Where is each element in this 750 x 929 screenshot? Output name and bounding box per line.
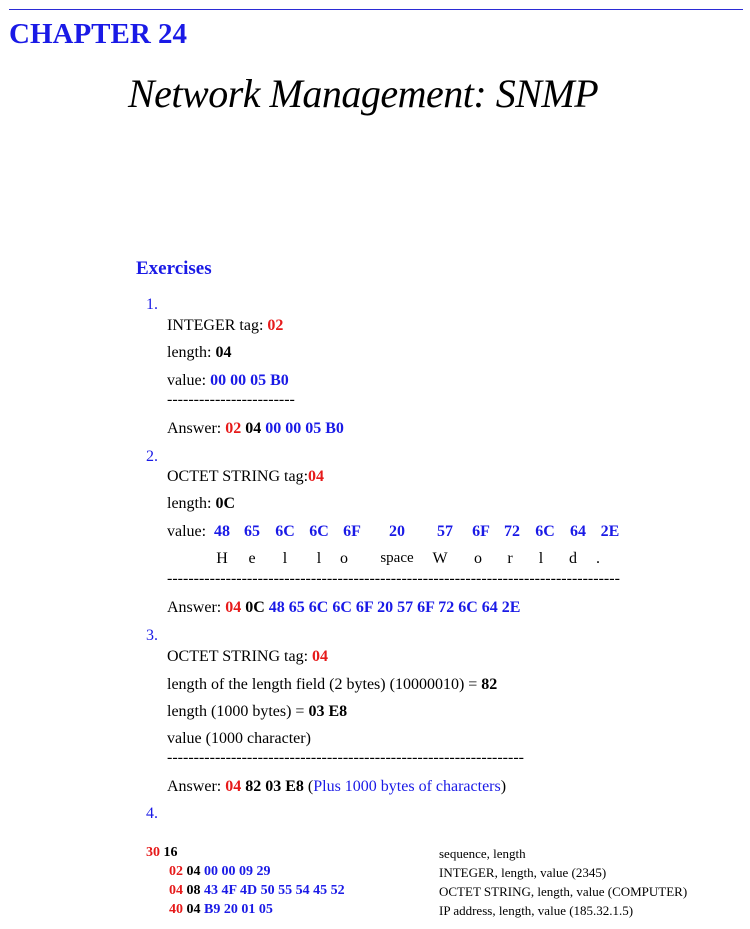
ex2-byte: 6F: [472, 523, 490, 540]
ex3-answer-label: Answer:: [167, 778, 226, 795]
ex2-byte: 20: [389, 523, 405, 540]
ex2-char: .: [596, 550, 600, 567]
ex2-char: l: [538, 550, 544, 567]
ex3-answer-open: (: [303, 778, 314, 795]
ex3-answer-note: Plus 1000 bytes of characters: [313, 778, 501, 795]
chapter-label: CHAPTER 24: [9, 18, 188, 50]
ex2-char: e: [248, 550, 256, 567]
ex1-length-line: [167, 344, 231, 362]
ex4-row-2-desc: OCTET STRING, length, value (COMPUTER): [439, 884, 688, 899]
ex2-char: o: [474, 550, 482, 567]
ex1-answer-line: [167, 420, 344, 438]
ex2-byte: 6C: [309, 523, 329, 540]
chapter-title: Network Management: SNMP: [128, 71, 599, 116]
ex4-row-2-tag: 04: [169, 883, 183, 898]
section-heading: Exercises: [136, 258, 212, 279]
ex2-char: W: [432, 550, 448, 567]
ex1-answer-length: 04: [245, 420, 262, 437]
ex4-row-0: [146, 845, 178, 861]
ex2-byte-row: [0, 523, 750, 545]
ex4-row-1-desc: INTEGER, length, value (2345): [439, 865, 607, 880]
ex2-char: o: [340, 550, 348, 567]
top-rule: [9, 9, 743, 10]
ex4-row-1-length: 04: [186, 864, 201, 879]
ex3-length-label: length (1000 bytes) =: [167, 703, 309, 720]
ex3-tag-label: OCTET STRING tag:: [167, 648, 313, 665]
ex1-length-value: 04: [215, 344, 232, 361]
ex3-length-value: 03 E8: [308, 703, 348, 720]
ex2-char: space: [380, 550, 414, 566]
ex2-byte: 6F: [343, 523, 361, 540]
ex4-row-3-value: B9 20 01 05: [204, 902, 273, 917]
ex4-row-0-desc: sequence, length: [439, 846, 526, 861]
ex2-byte: 65: [244, 523, 260, 540]
ex2-answer-label: Answer:: [167, 599, 226, 616]
ex2-length-label: length:: [167, 495, 216, 512]
ex2-answer-value: 48 65 6C 6C 6F 20 57 6F 72 6C 64 2E: [268, 599, 521, 616]
ex2-length-value: 0C: [215, 495, 235, 512]
ex2-tag-label: OCTET STRING tag:: [167, 468, 309, 485]
ex2-byte: 72: [504, 523, 520, 540]
ex3-tag-line: [167, 648, 328, 666]
ex4-row-0-tag: 30: [146, 845, 160, 860]
ex2-value-label: value:: [167, 523, 207, 540]
ex2-byte: 64: [570, 523, 586, 540]
ex2-byte: 2E: [600, 523, 620, 540]
ex2-length-line: [167, 495, 235, 513]
ex2-char: H: [216, 550, 228, 567]
ex3-answer-length: 82 03 E8: [245, 778, 304, 795]
ex4-row-2-value: 43 4F 4D 50 55 54 45 52: [204, 883, 345, 898]
ex4-row-0-length: 16: [163, 845, 178, 860]
exercise-1-number: 1.: [146, 296, 158, 313]
ex1-separator: ------------------------: [167, 391, 295, 408]
exercise-2-number: 2.: [146, 448, 158, 465]
ex2-answer-line: [167, 599, 520, 617]
ex3-value-line: value (1000 character): [167, 730, 311, 747]
ex2-byte: 6C: [275, 523, 295, 540]
ex2-answer-length: 0C: [245, 599, 265, 616]
ex2-char-row: [0, 550, 750, 572]
ex3-lenlen-value: 82: [481, 676, 498, 693]
ex2-byte: 57: [437, 523, 453, 540]
ex3-lenlen-label: length of the length field (2 bytes) (10000010) =: [167, 676, 482, 693]
ex2-tag-line: [167, 468, 324, 486]
ex4-row-1-value: 00 00 09 29: [204, 864, 271, 879]
ex3-answer-tag: 04: [225, 778, 242, 795]
ex1-value-bytes: 00 00 05 B0: [210, 372, 289, 389]
exercise-3-number: 3.: [146, 627, 158, 644]
ex3-answer-close: ): [500, 778, 507, 795]
ex4-row-2-length: 08: [186, 883, 201, 898]
ex3-length-line: [167, 703, 347, 721]
ex2-char: r: [507, 550, 513, 567]
ex2-char: l: [282, 550, 288, 567]
exercise-4-number: 4.: [146, 805, 158, 822]
ex1-length-label: length:: [167, 344, 216, 361]
ex3-separator: -------------------------------------------------------------------: [167, 749, 524, 766]
ex4-row-3-length: 04: [186, 902, 201, 917]
ex1-answer-label: Answer:: [167, 420, 226, 437]
ex2-answer-tag: 04: [225, 599, 242, 616]
ex4-row-3: [169, 902, 273, 918]
ex4-row-3-tag: 40: [169, 902, 183, 917]
ex4-row-1-tag: 02: [169, 864, 183, 879]
ex4-row-1: [169, 864, 271, 880]
ex1-value-line: [167, 372, 289, 390]
ex1-tag-value: 02: [267, 317, 284, 334]
ex1-tag-label: INTEGER tag:: [167, 317, 268, 334]
ex3-lenlen-line: [167, 676, 497, 694]
ex1-tag-line: [167, 317, 283, 335]
ex4-row-2: [169, 883, 345, 899]
ex3-tag-value: 04: [312, 648, 329, 665]
ex3-answer-line: [167, 778, 506, 796]
ex2-char: d: [569, 550, 577, 567]
ex4-row-3-desc: IP address, length, value (185.32.1.5): [439, 903, 634, 918]
ex2-byte: 48: [214, 523, 230, 540]
ex2-char: l: [316, 550, 322, 567]
ex2-separator: -------------------------------------------------------------------------------------: [167, 570, 620, 587]
ex1-value-label: value:: [167, 372, 211, 389]
ex1-answer-value: 00 00 05 B0: [265, 420, 344, 437]
ex2-byte: 6C: [535, 523, 555, 540]
ex1-answer-tag: 02: [225, 420, 242, 437]
ex2-tag-value: 04: [308, 468, 325, 485]
